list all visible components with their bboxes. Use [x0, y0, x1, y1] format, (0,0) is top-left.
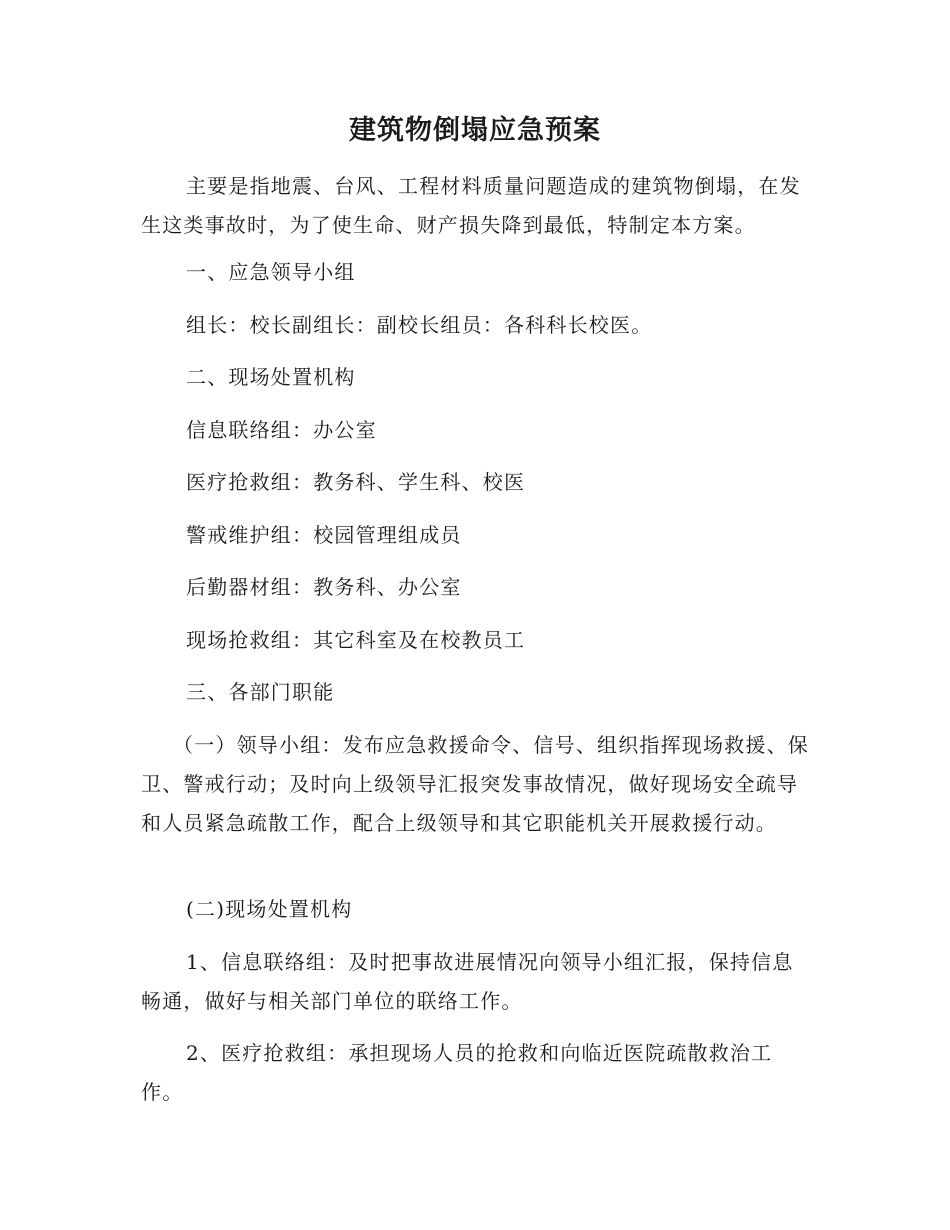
- section-heading-leadership: 一、应急领导小组: [186, 260, 356, 284]
- group-item: 警戒维护组：校园管理组成员: [186, 523, 462, 547]
- intro-paragraph: 主要是指地震、台风、工程材料质量问题造成的建筑物倒塌，在发生这类事故时，为了使生命、财产损失降到最低，特制定本方案。: [141, 174, 801, 237]
- duty-site-heading: (二)现场处置机构: [186, 897, 353, 921]
- group-item: 现场抢救组：其它科室及在校教员工: [186, 628, 526, 652]
- group-item: 信息联络组：办公室: [186, 418, 377, 442]
- document-title: 建筑物倒塌应急预案: [349, 115, 601, 146]
- section-heading-duties: 三、各部门职能: [186, 680, 335, 704]
- group-item: 医疗抢救组：教务科、学生科、校医: [186, 470, 526, 494]
- leadership-members: 组长：校长副组长：副校长组员：各科科长校医。: [186, 313, 653, 337]
- group-item: 后勤器材组：教务科、办公室: [186, 575, 462, 599]
- section-heading-site-handling: 二、现场处置机构: [186, 365, 356, 389]
- duty-item: 1、信息联络组：及时把事故进展情况向领导小组汇报，保持信息畅通，做好与相关部门单位的联络工作。: [141, 950, 794, 1013]
- duty-leadership-paragraph: （一）领导小组：发布应急救援命令、信号、组织指挥现场救援、保卫、警戒行动；及时向上级领导汇报突发事故情况，做好现场安全疏导和人员紧急疏散工作，配合上级领导和其它职能机关开展救援行动。: [141, 733, 809, 835]
- duty-item: 2、医疗抢救组：承担现场人员的抢救和向临近医院疏散救治工作。: [141, 1041, 773, 1104]
